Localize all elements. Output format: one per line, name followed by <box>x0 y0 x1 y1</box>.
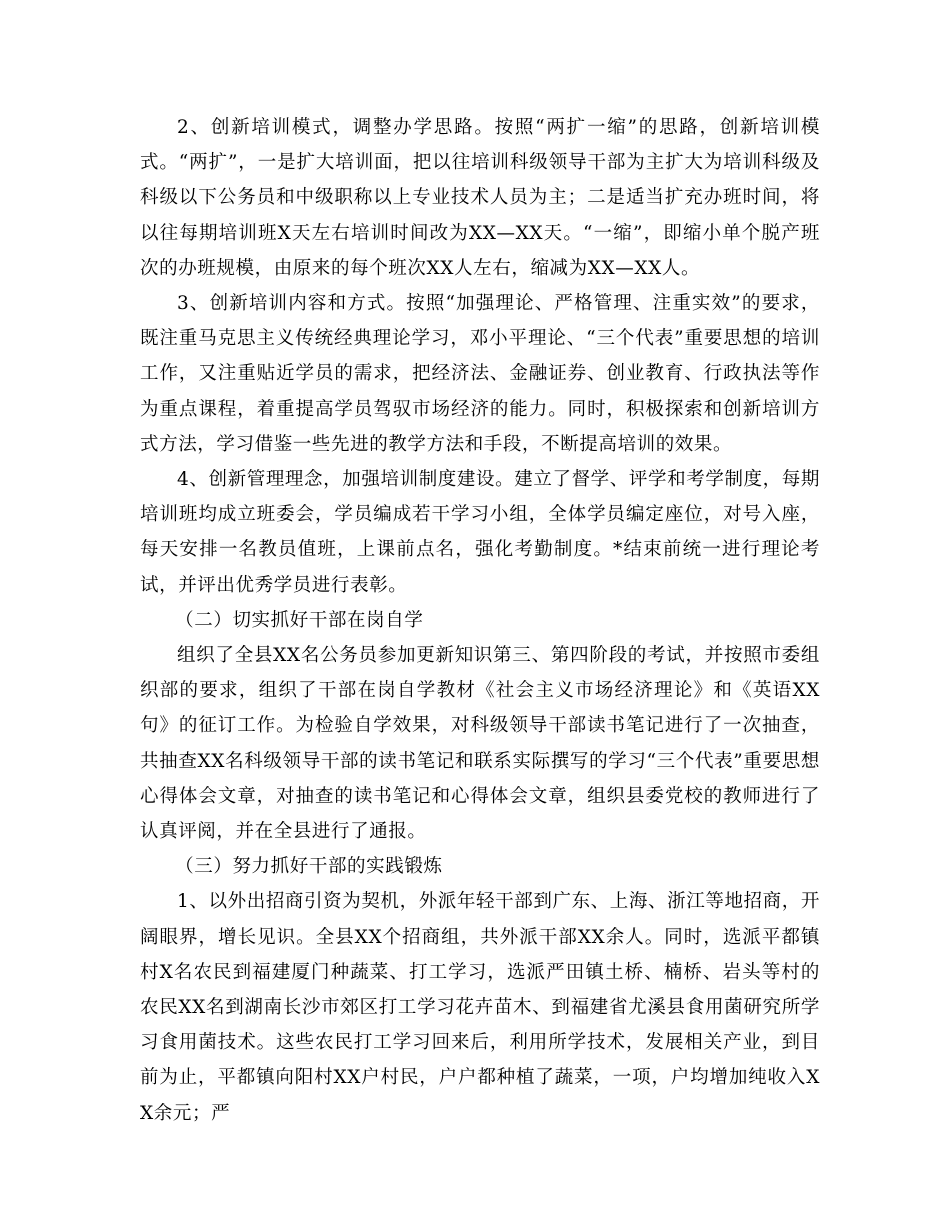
paragraph-self-study: 组织了全县XX名公务员参加更新知识第三、第四阶段的考试，并按照市委组织部的要求，组织了干部在岗自学教材《社会主义市场经济理论》和《英语XX句》的征订工作。为检验自学效果，对科级领导干部读书笔记进行了一次抽查，共抽查XX名科级领导干部的读书笔记和联系实际撰写的学习“三个代表”重要思想心得体会文章，对抽查的读书笔记和心得体会文章，组织县委党校的教师进行了认真评阅，并在全县进行了通报。 <box>140 645 820 843</box>
paragraph-item-3: 3、创新培训内容和方式。按照“加强理论、严格管理、注重实效”的要求，既注重马克思主义传统经典理论学习，邓小平理论、“三个代表”重要思想的培训工作，又注重贴近学员的需求，把经济法、金融证券、创业教育、行政执法等作为重点课程，着重提高学员驾驭市场经济的能力。同时，积极探索和创新培训方式方法，学习借鉴一些先进的教学方法和手段，不断提高培训的效果。 <box>140 293 820 455</box>
paragraph-practice-1: 1、以外出招商引资为契机，外派年轻干部到广东、上海、浙江等地招商，开阔眼界，增长见识。全县XX个招商组，共外派干部XX余人。同时，选派平都镇村X名农民到福建厦门种蔬菜、打工学习，选派严田镇土桥、楠桥、岩头等村的农民XX名到湖南长沙市郊区打工学习花卉苗木、到福建省尤溪县食用菌研究所学习食用菌技术。这些农民打工学习回来后，利用所学技术，发展相关产业，到目前为止，平都镇向阳村XX户村民，户户都种植了蔬菜，一项，户均增加纯收入XX余元；严 <box>140 891 820 1124</box>
section-heading-2: （二）切实抓好干部在岗自学 <box>175 609 424 631</box>
paragraph-item-2: 2、创新培训模式，调整办学思路。按照“两扩一缩”的思路，创新培训模式。“两扩”，一是扩大培训面，把以往培训科级领导干部为主扩大为培训科级及科级以下公务员和中级职称以上专业技术人员为主；二是适当扩充办班时间，将以往每期培训班X天左右培训时间改为XX—XX天。“一缩”，即缩小单个脱产班次的办班规模，由原来的每个班次XX人左右，缩减为XX—XX人。 <box>140 117 820 279</box>
section-heading-3: （三）努力抓好干部的实践锻炼 <box>175 856 443 878</box>
document-body <box>140 110 820 1131</box>
paragraph-item-4: 4、创新管理理念，加强培训制度建设。建立了督学、评学和考学制度，每期培训班均成立班委会，学员编成若干学习小组，全体学员编定座位，对号入座，每天安排一名教员值班，上课前点名，强化考勤制度。*结束前统一进行理论考试，并评出优秀学员进行表彰。 <box>140 469 820 596</box>
